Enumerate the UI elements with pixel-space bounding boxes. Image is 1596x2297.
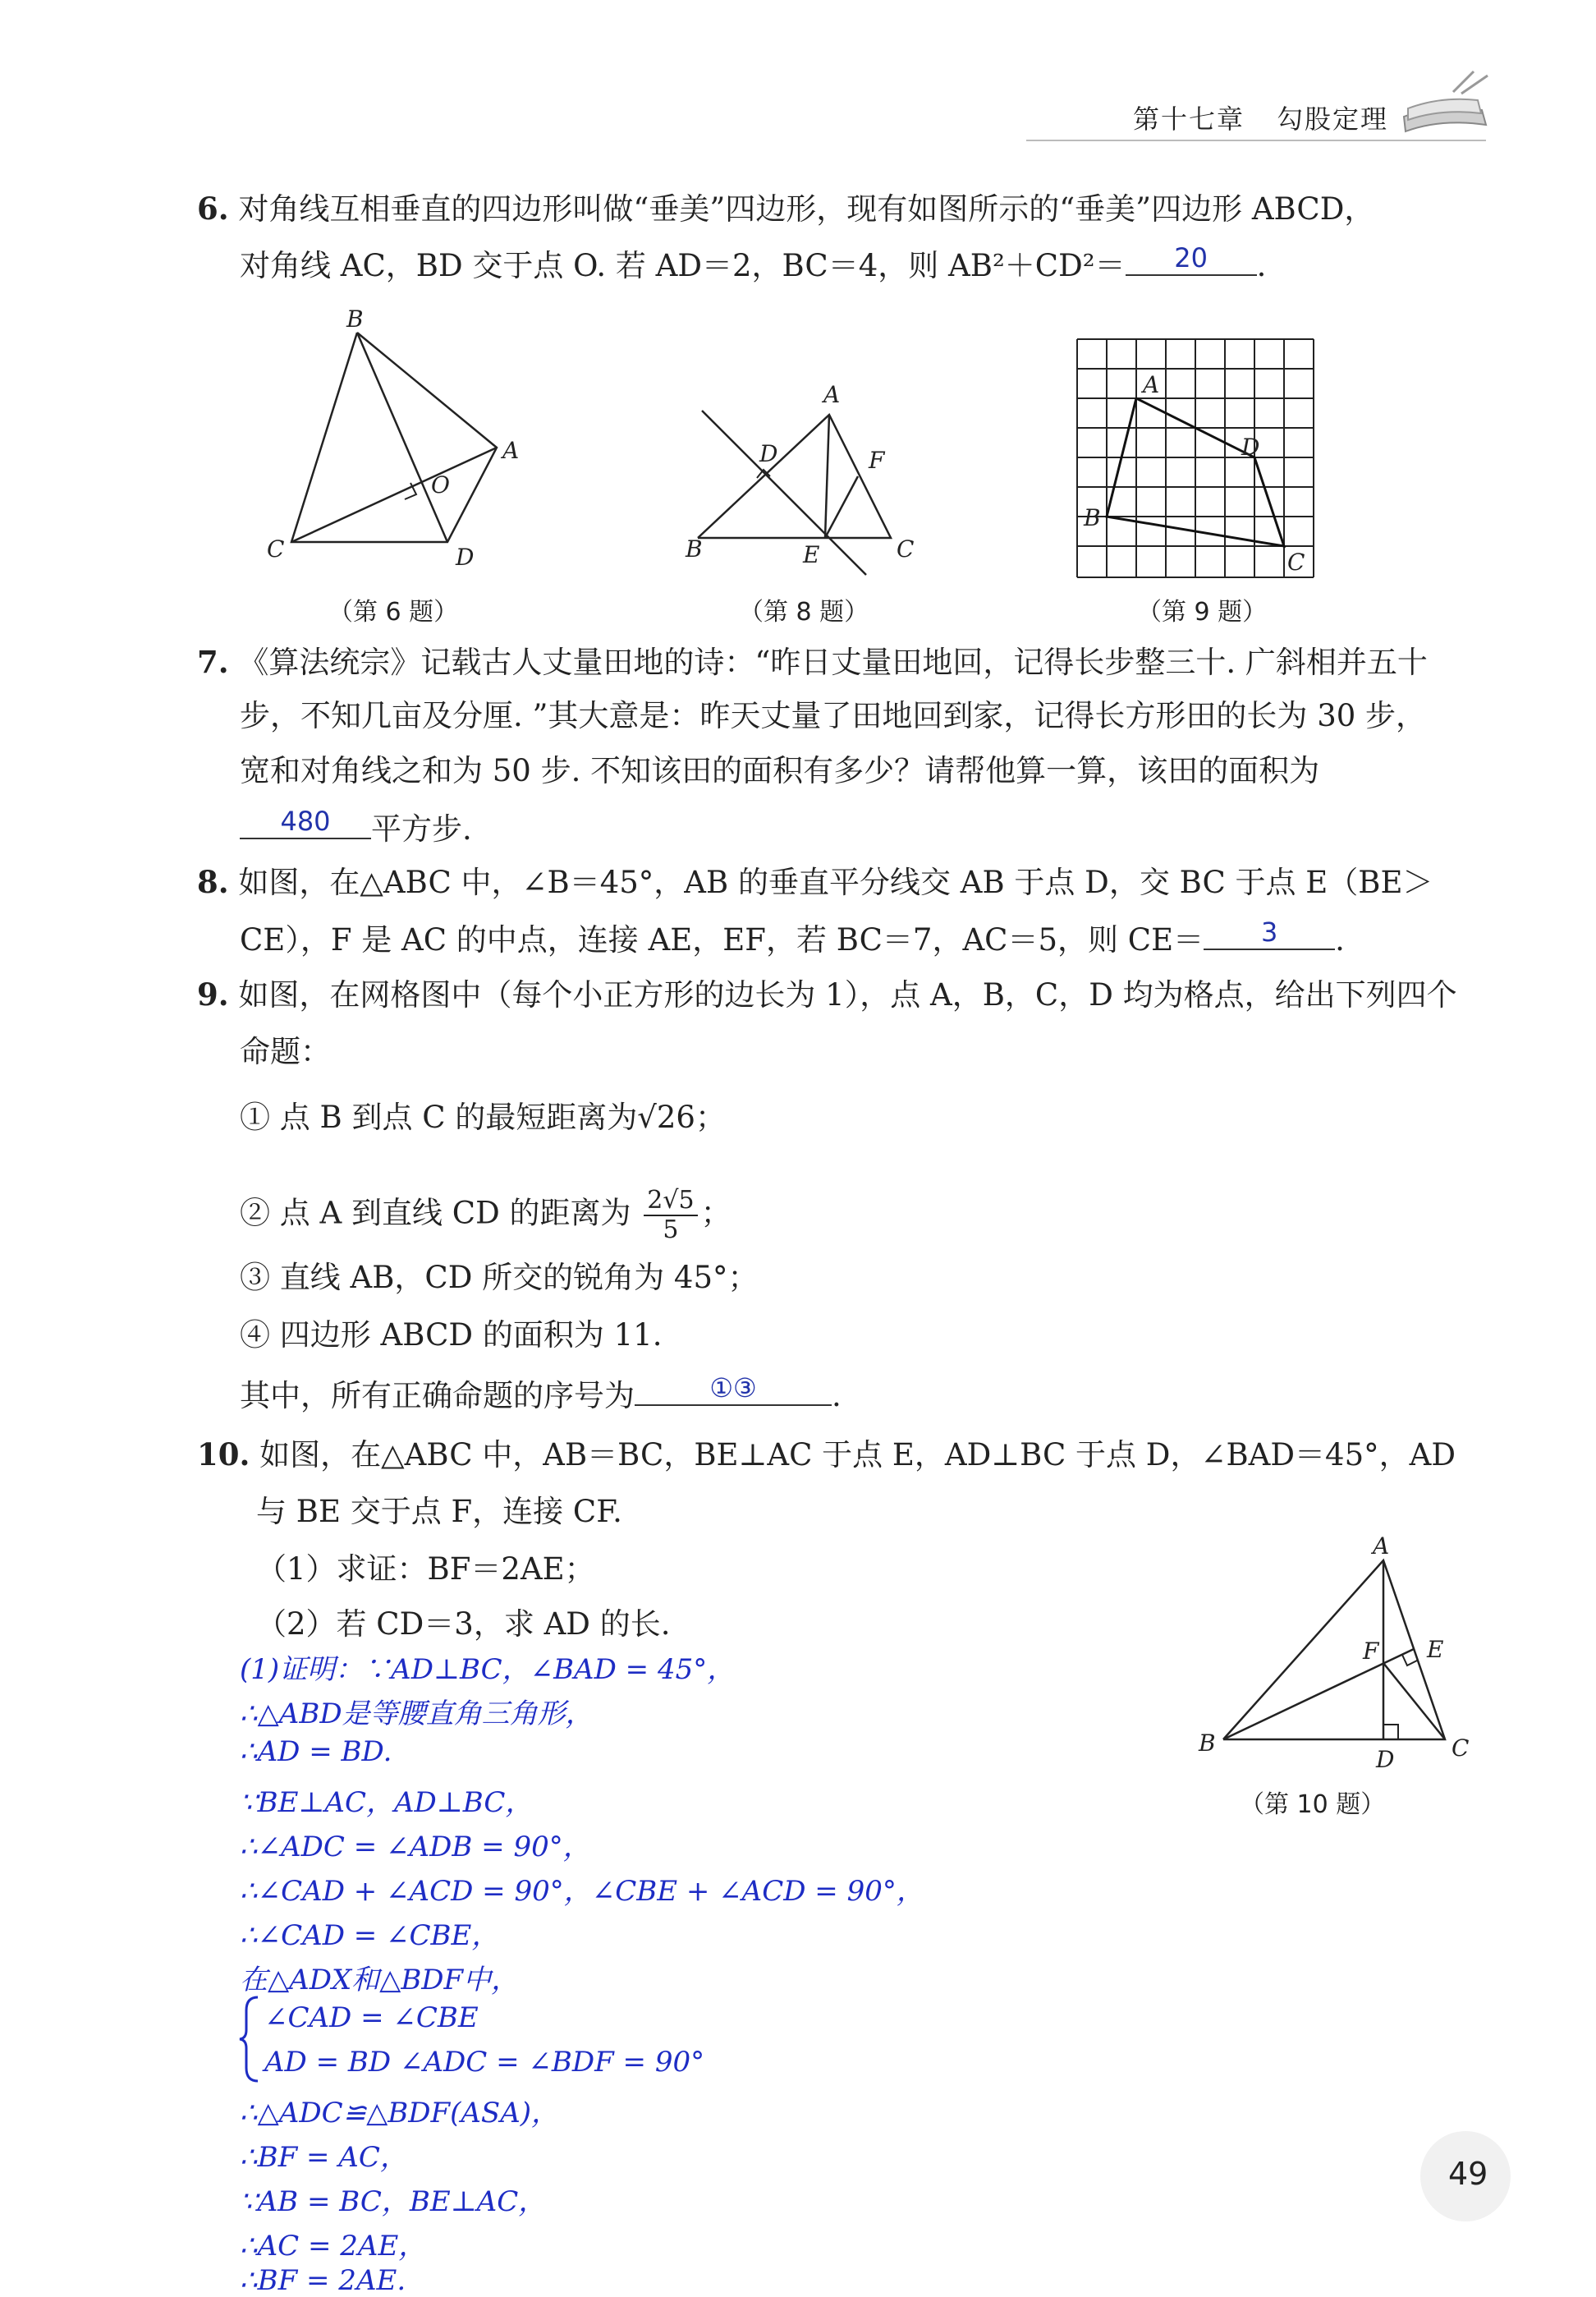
q9-prop2-text: ② 点 A 到直线 CD 的距离为 bbox=[240, 1195, 631, 1231]
q7-line1 bbox=[197, 641, 1428, 684]
q7-line4 bbox=[240, 805, 472, 851]
q9-prop2-end: ； bbox=[700, 1195, 732, 1231]
q9-prop1: ① 点 B 到点 C 的最短距离为√26； bbox=[240, 1100, 726, 1135]
fig8-label-d: D bbox=[759, 440, 778, 467]
q9-answer: ①③ bbox=[709, 1372, 757, 1403]
q8-text2: CE），F 是 AC 的中点，连接 AE，EF，若 BC＝7，AC＝5，则 CE＝ bbox=[240, 922, 1204, 958]
q10-solution-line-9: ∠CAD = ∠CBE bbox=[264, 2001, 479, 2034]
fig6-label-d: D bbox=[456, 544, 475, 571]
q10-solution-line-12: ∴BF = AC， bbox=[240, 2141, 408, 2174]
fig10-be bbox=[1223, 1649, 1414, 1739]
fig6-label-a: A bbox=[502, 437, 520, 464]
q9-prop3: ③ 直线 AB，CD 所交的锐角为 45°； bbox=[240, 1260, 759, 1295]
fig9-label-c: C bbox=[1287, 549, 1305, 576]
q9-fraction bbox=[644, 1187, 697, 1244]
q7-number: 7. bbox=[197, 644, 229, 680]
fig10-label-f: F bbox=[1363, 1638, 1379, 1665]
q6-number: 6. bbox=[197, 191, 229, 227]
q10-solution-line-1: (1)证明：∵AD⊥BC，∠BAD = 45°， bbox=[240, 1653, 736, 1686]
fig6-caption: （第 6 题） bbox=[328, 598, 459, 627]
q9-frac-num: 2√5 bbox=[644, 1187, 697, 1216]
q10-part2: （2）若 CD＝3，求 AD 的长. bbox=[256, 1606, 671, 1642]
q9-conclusion-text: 其中，所有正确命题的序号为 bbox=[240, 1378, 635, 1413]
q8-answer: 3 bbox=[1260, 917, 1278, 948]
q10-solution-line-3: ∴AD = BD. bbox=[240, 1735, 392, 1768]
q10-part1: （1）求证：BF＝2AE； bbox=[256, 1551, 595, 1587]
book-icon bbox=[1396, 59, 1494, 141]
fig10-label-d: D bbox=[1376, 1746, 1395, 1773]
q10-line1 bbox=[197, 1433, 1456, 1477]
fig8-caption: （第 8 题） bbox=[739, 598, 869, 627]
q6-end: . bbox=[1256, 248, 1267, 283]
fig8-bisector bbox=[702, 411, 866, 575]
q6-text1: 对角线互相垂直的四边形叫做“垂美”四边形，现有如图所示的“垂美”四边形 ABCD， bbox=[238, 191, 1375, 227]
q7-end: 平方步. bbox=[371, 811, 472, 847]
q10-solution-line-8: 在△ADX和△BDF中， bbox=[240, 1964, 520, 1996]
q10-solution-line-10: AD = BD ∠ADC = ∠BDF = 90° bbox=[264, 2046, 705, 2079]
fig9-label-d: D bbox=[1241, 434, 1260, 461]
q6-line2 bbox=[240, 241, 1266, 287]
q9-prop4: ④ 四边形 ABCD 的面积为 11. bbox=[240, 1317, 663, 1353]
fig8-ae bbox=[825, 415, 829, 538]
figure-6 bbox=[255, 296, 534, 583]
q8-end: . bbox=[1335, 922, 1345, 958]
q10-solution-line-14: ∴AC = 2AE， bbox=[240, 2230, 427, 2263]
q9-text1: 如图，在网格图中（每个小正方形的边长为 1），点 A，B，C，D 均为格点，给出下列四个 bbox=[238, 977, 1457, 1013]
q7-answer: 480 bbox=[280, 806, 331, 837]
fig8-label-c: C bbox=[897, 535, 915, 563]
q6-line1 bbox=[197, 187, 1374, 231]
fig10-cf bbox=[1383, 1663, 1445, 1739]
q10-solution-line-7: ∴∠CAD = ∠CBE， bbox=[240, 1919, 500, 1952]
q9-conclusion bbox=[240, 1371, 842, 1417]
q8-line2 bbox=[240, 916, 1345, 962]
fig9-label-a: A bbox=[1143, 371, 1160, 398]
page-number: 49 bbox=[1448, 2156, 1488, 2192]
q9-number: 9. bbox=[197, 976, 229, 1013]
q6-text2: 对角线 AC，BD 交于点 O. 若 AD＝2，BC＝4，则 AB²＋CD²＝ bbox=[240, 248, 1126, 283]
q10-solution-line-5: ∴∠ADC = ∠ADB = 90°， bbox=[240, 1831, 591, 1863]
q10-number: 10. bbox=[197, 1436, 250, 1472]
chapter-label: 第十七章 bbox=[1133, 103, 1245, 135]
q9-blank bbox=[635, 1371, 832, 1406]
q7-text3: 宽和对角线之和为 50 步. 不知该田的面积有多少？请帮他算一算，该田的面积为 bbox=[240, 753, 1320, 788]
fig6-diag-ac bbox=[291, 448, 497, 542]
header-rule bbox=[1026, 140, 1486, 141]
fig10-label-e: E bbox=[1427, 1636, 1444, 1663]
q10-solution-line-11: ∴△ADC≌△BDF(ASA)， bbox=[240, 2097, 560, 2129]
fig8-label-a: A bbox=[823, 381, 841, 408]
fig6-quad bbox=[291, 333, 497, 542]
fig9-grid bbox=[1077, 339, 1314, 577]
fig10-label-b: B bbox=[1199, 1730, 1216, 1757]
q7-text2: 步，不知几亩及分厘. ”其大意是：昨天丈量了田地回到家，记得长方形田的长为 30 步， bbox=[240, 698, 1427, 733]
q6-blank bbox=[1126, 241, 1257, 276]
fig9-caption: （第 9 题） bbox=[1137, 598, 1268, 627]
fig6-label-o: O bbox=[431, 471, 450, 498]
q10-text1: 如图，在△ABC 中，AB＝BC，BE⊥AC 于点 E，AD⊥BC 于点 D，∠BAD＝45°，AD bbox=[259, 1437, 1456, 1472]
brace-icon bbox=[238, 1994, 263, 2084]
q10-solution-line-2: ∴△ABD是等腰直角三角形， bbox=[240, 1697, 594, 1730]
figure-8 bbox=[681, 378, 928, 583]
figure-10 bbox=[1190, 1536, 1486, 1774]
q9-end: . bbox=[832, 1378, 842, 1413]
fig8-triangle bbox=[698, 415, 891, 538]
fig10-caption: （第 10 题） bbox=[1240, 1790, 1386, 1819]
q10-solution-line-6: ∴∠CAD + ∠ACD = 90°，∠CBE + ∠ACD = 90°， bbox=[240, 1875, 924, 1908]
fig8-label-b: B bbox=[686, 535, 703, 563]
q8-number: 8. bbox=[197, 864, 229, 900]
fig10-right-angle-e bbox=[1402, 1655, 1417, 1665]
q9-text2: 命题： bbox=[240, 1034, 331, 1069]
q8-blank bbox=[1204, 916, 1335, 950]
q8-text1: 如图，在△ABC 中，∠B＝45°，AB 的垂直平分线交 AB 于点 D，交 BC 于点 E（BE＞ bbox=[238, 865, 1433, 900]
q7-text1: 《算法统宗》记载古人丈量田地的诗：“昨日丈量田地回，记得长步整三十. 广斜相并五十 bbox=[238, 645, 1428, 680]
fig8-ef bbox=[825, 476, 858, 538]
fig10-label-c: C bbox=[1452, 1734, 1470, 1762]
fig10-label-a: A bbox=[1373, 1536, 1390, 1560]
fig9-label-b: B bbox=[1084, 504, 1101, 531]
fig10-right-angle-d bbox=[1383, 1725, 1398, 1739]
q10-text2: 与 BE 交于点 F，连接 CF. bbox=[256, 1494, 622, 1529]
q7-blank bbox=[240, 805, 371, 839]
q8-line1 bbox=[197, 861, 1433, 904]
q6-answer: 20 bbox=[1174, 242, 1208, 273]
fig8-label-e: E bbox=[803, 541, 820, 568]
q9-prop2 bbox=[240, 1187, 732, 1244]
q10-solution-line-13: ∵AB = BC，BE⊥AC， bbox=[240, 2185, 547, 2218]
fig6-label-b: B bbox=[346, 306, 364, 333]
q10-solution-line-15: ∴BF = 2AE. bbox=[240, 2264, 406, 2297]
fig8-label-f: F bbox=[869, 447, 885, 474]
q10-solution-line-4: ∵BE⊥AC，AD⊥BC， bbox=[240, 1786, 534, 1819]
fig6-diag-bd bbox=[357, 333, 447, 542]
chapter-title: 勾股定理 bbox=[1277, 103, 1389, 135]
q9-line1 bbox=[197, 973, 1457, 1017]
fig6-label-c: C bbox=[267, 535, 285, 563]
q9-frac-den: 5 bbox=[663, 1215, 679, 1244]
figure-9 bbox=[1067, 335, 1330, 590]
